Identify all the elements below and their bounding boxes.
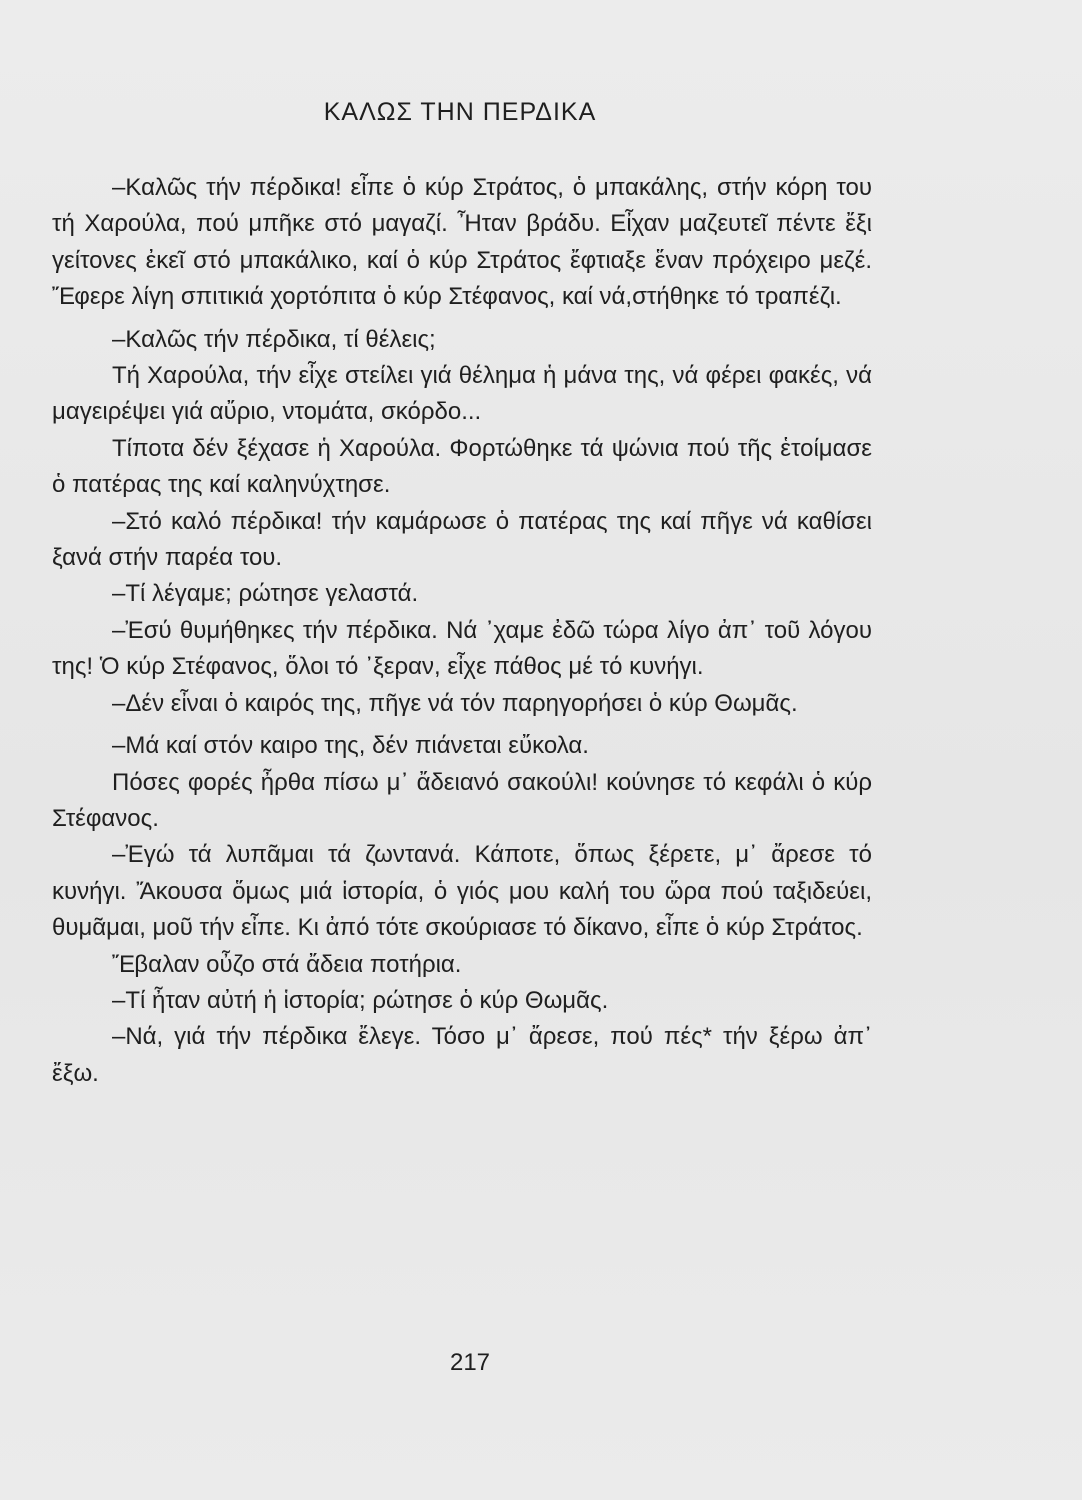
paragraph: –Ἐγώ τά λυπᾶμαι τά ζωντανά. Κάποτε, ὅπως ξέρετε, μ᾽ ἄρεσε τό κυνήγι. Ἄκουσα ὅμως μιά ἱστορία, ὁ γιός μου καλή του ὥρα πού ταξιδεύει, θυμᾶμαι, μοῦ τήν εἶπε. Κι ἀπό τότε σκούριασε τό δίκανο, εἶπε ὁ κύρ Στράτος. — [52, 841, 872, 942]
chapter-title: ΚΑΛΩΣ ΤΗΝ ΠΕΡΔΙΚΑ — [323, 98, 597, 126]
paragraph: –Νά, γιά τήν πέρδικα ἔλεγε. Τόσο μ᾽ ἄρεσε, πού πές* τήν ξέρω ἀπ᾽ ἔξω. — [52, 1023, 872, 1087]
paragraph: Τίποτα δέν ξέχασε ἡ Χαρούλα. Φορτώθηκε τά ψώνια πού τῆς ἑτοίμασε ὁ πατέρας της καί καληνύχτησε. — [52, 434, 872, 499]
paragraph: –Ἐσύ θυμήθηκες τήν πέρδικα. Νά ᾽χαμε ἐδῶ τώρα λίγο ἀπ᾽ τοῦ λόγου της! Ὁ κύρ Στέφανος, ὅλοι τό ᾽ξεραν, εἶχε πάθος μέ τό κυνήγι. — [52, 616, 872, 681]
page-number: 217 — [449, 1349, 491, 1376]
paragraph: –Τί ἦταν αὐτή ἡ ἱστορία; ρώτησε ὁ κύρ Θωμᾶς. — [112, 986, 609, 1014]
paragraph: –Δέν εἶναι ὁ καιρός της, πῆγε νά τόν παρηγορήσει ὁ κύρ Θωμᾶς. — [112, 689, 798, 717]
paragraph: –Καλῶς τήν πέρδικα, τί θέλεις; — [112, 325, 436, 353]
paragraph: Πόσες φορές ἦρθα πίσω μ᾽ ἄδειανό σακούλι! κούνησε τό κεφάλι ὁ κύρ Στέφανος. — [52, 768, 872, 832]
paragraph: –Μά καί στόν καιρο της, δέν πιάνεται εὔκολα. — [112, 732, 589, 760]
paragraph: –Καλῶς τήν πέρδικα! εἶπε ὁ κύρ Στράτος, ὁ μπακάλης, στήν κόρη του τή Χαρούλα, πού μπῆκε στό μαγαζί. Ἦταν βράδυ. Εἶχαν μαζευτεῖ πέντε ἔξι γείτονες ἐκεῖ στό μπακάλικο, καί ὁ κύρ Στράτος ἔφτιαξε ἕναν πρόχειρο μεζέ. Ἔφερε λίγη σπιτικιά χορτόπιτα ὁ κύρ Στέφανος, καί νά,στήθηκε τό τραπέζι. — [52, 174, 872, 311]
paragraph: –Στό καλό πέρδικα! τήν καμάρωσε ὁ πατέρας της καί πῆγε νά καθίσει ξανά στήν παρέα του. — [52, 507, 872, 572]
paragraph: –Τί λέγαμε; ρώτησε γελαστά. — [112, 580, 419, 608]
paragraph: Ἔβαλαν οὖζο στά ἄδεια ποτήρια. — [112, 950, 462, 978]
paragraph: Τή Χαρούλα, τήν εἶχε στείλει γιά θέλημα ἡ μάνα της, νά φέρει φακές, νά μαγειρέψει γιά αὔριο, ντομάτα, σκόρδο... — [52, 362, 872, 426]
body-text — [52, 170, 872, 1092]
